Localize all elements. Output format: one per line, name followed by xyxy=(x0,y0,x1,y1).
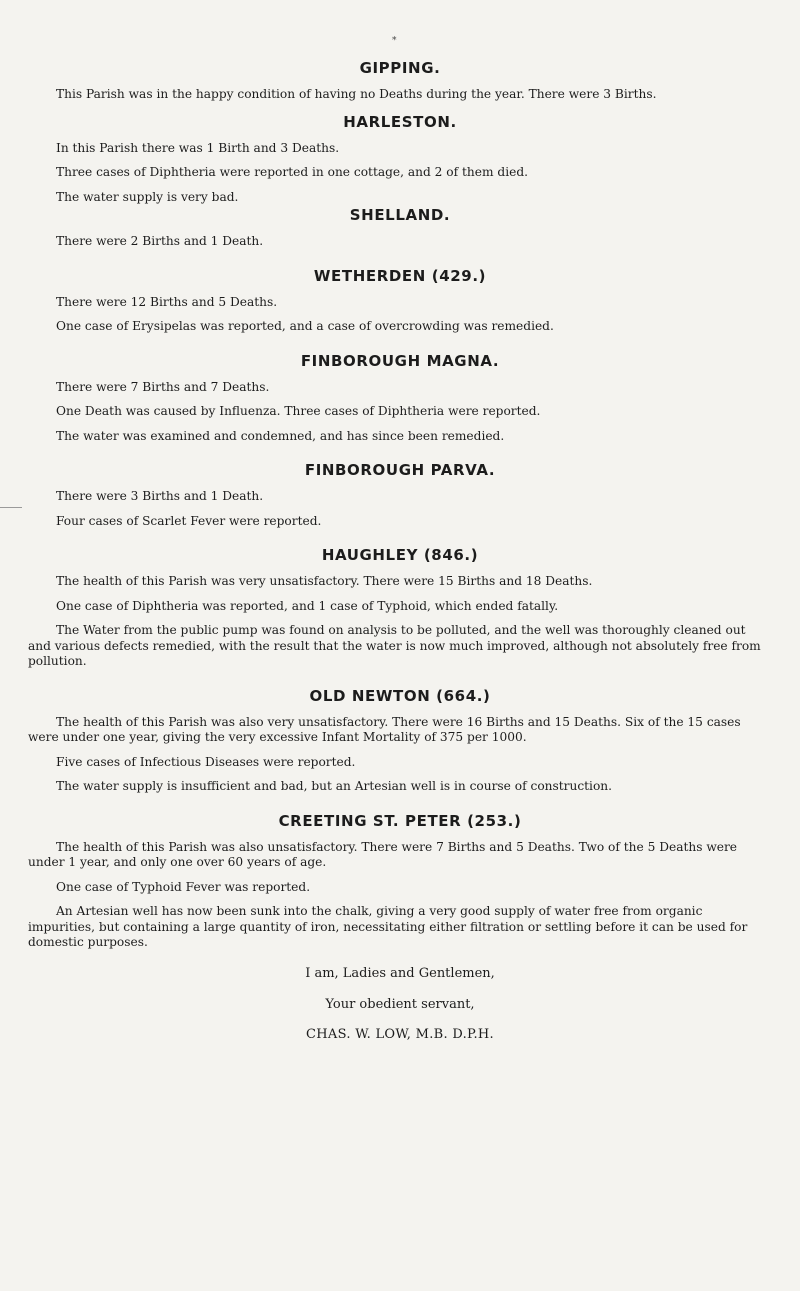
finborough-magna-para-3: The water was examined and condemned, and has since been remedied. xyxy=(56,428,505,443)
old-newton-para-2: Five cases of Infectious Diseases were reported. xyxy=(56,754,356,769)
heading-old-newton: OLD NEWTON (664.) xyxy=(309,686,491,705)
finborough-magna-para-1: There were 7 Births and 7 Deaths. xyxy=(56,379,270,394)
margin-line xyxy=(0,507,22,508)
harleston-para-2: Three cases of Diphtheria were reported in one cottage, and 2 of them died. xyxy=(56,165,529,179)
heading-haughley: HAUGHLEY (846.) xyxy=(321,546,479,564)
heading-finborough-parva: FINBOROUGH PARVA. xyxy=(304,461,496,479)
creeting-para-3: An Artesian well has now been sunk into the chalk, giving a very good supply of water free from organic impurities, but containing a large quantity of iron, necessitating either filtration or settling before it can be used for domestic purposes. xyxy=(28,904,748,949)
signature: CHAS. W. LOW, M.B. D.P.H. xyxy=(306,1026,494,1042)
haughley-para-2: One case of Diphtheria was reported, and 1 case of Typhoid, which ended fatally. xyxy=(56,598,559,613)
closing-salutation: I am, Ladies and Gentlemen, xyxy=(305,965,495,981)
haughley-para-1: The health of this Parish was very unsatisfactory. There were 15 Births and 18 Deaths. xyxy=(56,574,593,588)
heading-shelland: SHELLAND. xyxy=(349,206,451,224)
report-page xyxy=(28,58,772,1042)
creeting-para-2: One case of Typhoid Fever was reported. xyxy=(56,879,311,894)
heading-creeting-st-peter: CREETING ST. PETER (253.) xyxy=(278,811,522,830)
closing-valediction: Your obedient servant, xyxy=(325,996,475,1012)
top-mark: * xyxy=(392,36,397,46)
harleston-para-3: The water supply is very bad. xyxy=(56,189,239,204)
gipping-para-1: This Parish was in the happy condition of having no Deaths during the year. There were 3 Births. xyxy=(56,87,657,101)
old-newton-para-3: The water supply is insufficient and bad, but an Artesian well is in course of construction. xyxy=(56,779,613,793)
finborough-parva-para-1: There were 3 Births and 1 Death. xyxy=(56,489,264,503)
shelland-para-1: There were 2 Births and 1 Death. xyxy=(56,234,264,248)
harleston-para-1: In this Parish there was 1 Birth and 3 Deaths. xyxy=(56,140,340,155)
finborough-parva-para-2: Four cases of Scarlet Fever were reported. xyxy=(56,513,322,528)
wetherden-para-2: One case of Erysipelas was reported, and a case of overcrowding was remedied. xyxy=(56,319,554,333)
heading-finborough-magna: FINBOROUGH MAGNA. xyxy=(300,351,500,370)
old-newton-para-1: The health of this Parish was also very unsatisfactory. There were 16 Births and 15 Deaths. Six of the 15 cases were under one year, giving the very excessive Infant Mortality of 375 per 1000. xyxy=(28,714,741,744)
haughley-para-3: The Water from the public pump was found on analysis to be polluted, and the well was thoroughly cleaned out and various defects remedied, with the result that the water is now much improved, although not absolutely free from pollution. xyxy=(28,623,761,668)
wetherden-para-1: There were 12 Births and 5 Deaths. xyxy=(56,294,278,309)
heading-gipping: GIPPING. xyxy=(359,59,441,77)
creeting-para-1: The health of this Parish was also unsatisfactory. There were 7 Births and 5 Deaths. Two of the 5 Deaths were under 1 year, and only one over 60 years of age. xyxy=(28,839,738,869)
heading-harleston: HARLESTON. xyxy=(343,112,457,131)
finborough-magna-para-2: One Death was caused by Influenza. Three cases of Diphtheria were reported. xyxy=(56,404,541,418)
heading-wetherden: WETHERDEN (429.) xyxy=(313,266,487,285)
